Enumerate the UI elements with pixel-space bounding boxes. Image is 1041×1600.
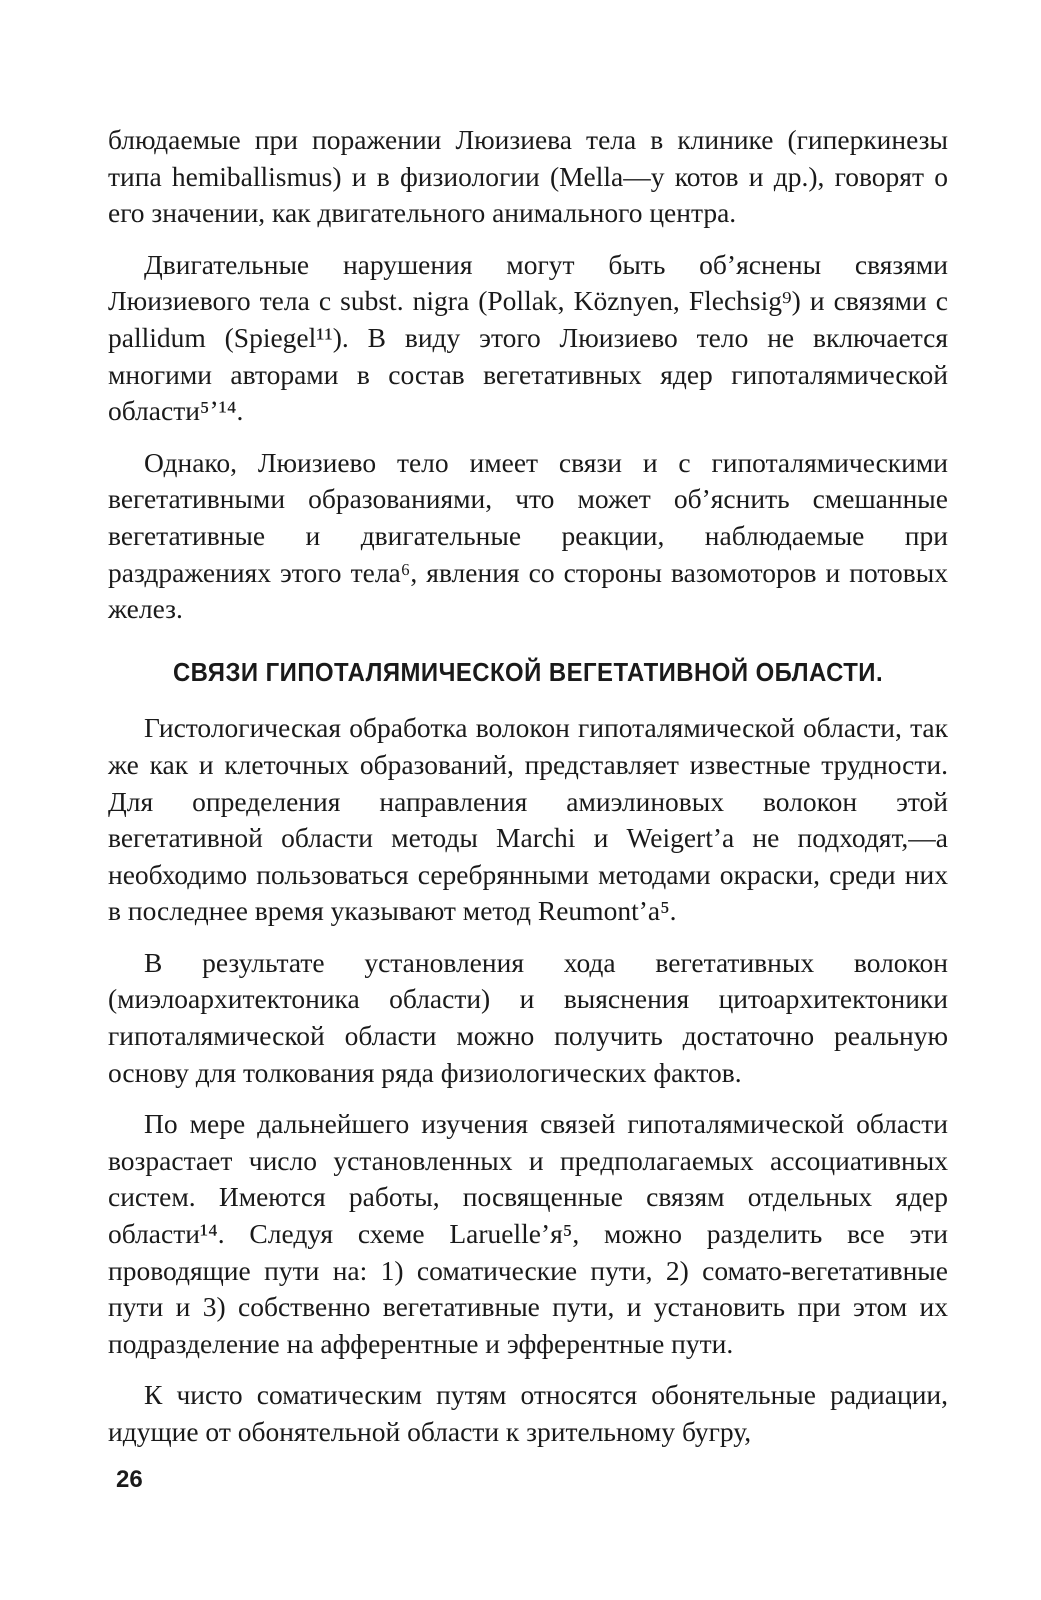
paragraph: По мере дальнейшего изучения связей гипоталямической области возрастает число установленных и предполагаемых ассоциативных систем. Имеются работы, посвященные связям отдельных ядер области¹⁴. Следуя схеме Laruelle’я⁵, можно разделить все эти проводящие пути на: 1) соматические пути, 2) сомато-вегетативные пути и 3) собственно вегетативные пути, и установить при этом их подразделение на афферентные и эфферентные пути.	[108, 1108, 948, 1359]
paragraph: блюдаемые при поражении Люизиева тела в клинике (гиперкинезы типа hemiballismus) и в физиологии (Mella—у котов и др.), говорят о его значении, как двигательного анимального центра.	[108, 124, 948, 229]
paragraph: Двигательные нарушения могут быть об’яснены связями Люизиевого тела с subst. nigra (Pollak, Köznyen, Flechsig⁹) и связями с pallidum (Spiegel¹¹). В виду этого Люизиево тело не включается многими авторами в состав вегетативных ядер гипоталямической области⁵ʼ¹⁴.	[108, 248, 948, 427]
paragraph: К чисто соматическим путям относятся обонятельные радиации, идущие от обонятельной области к зрительному бугру,	[108, 1379, 948, 1447]
paragraph: В результате установления хода вегетативных волокон (миэлоархитектоника области) и выяснения цитоархитектоники гипоталямической области можно получить достаточно реальную основу для толкования ряда физиологических фактов.	[108, 946, 948, 1088]
paragraph: Однако, Люизиево тело имеет связи и с гипоталямическими вегетативными образованиями, что может об’яснить смешанные вегетативные и двигательные реакции, наблюдаемые при раздражениях этого тела⁶, явления со стороны вазомоторов и потовых желез.	[108, 446, 948, 625]
paragraph: Гистологическая обработка волокон гипоталямической области, так же как и клеточных образований, представляет известные трудности. Для определения направления амиэлиновых волокон этой вегетативной области методы Marchi и Weigert’a не подходят,—а необходимо пользоваться серебрянными методами окраски, среди них в последнее время указывают метод Reumont’a⁵.	[108, 712, 948, 927]
body-text	[108, 122, 948, 1466]
section-heading: СВЯЗИ ГИПОТАЛЯМИЧЕСКОЙ ВЕГЕТАТИВНОЙ ОБЛАСТИ.	[172, 656, 884, 687]
page-number: 26	[116, 1466, 143, 1493]
